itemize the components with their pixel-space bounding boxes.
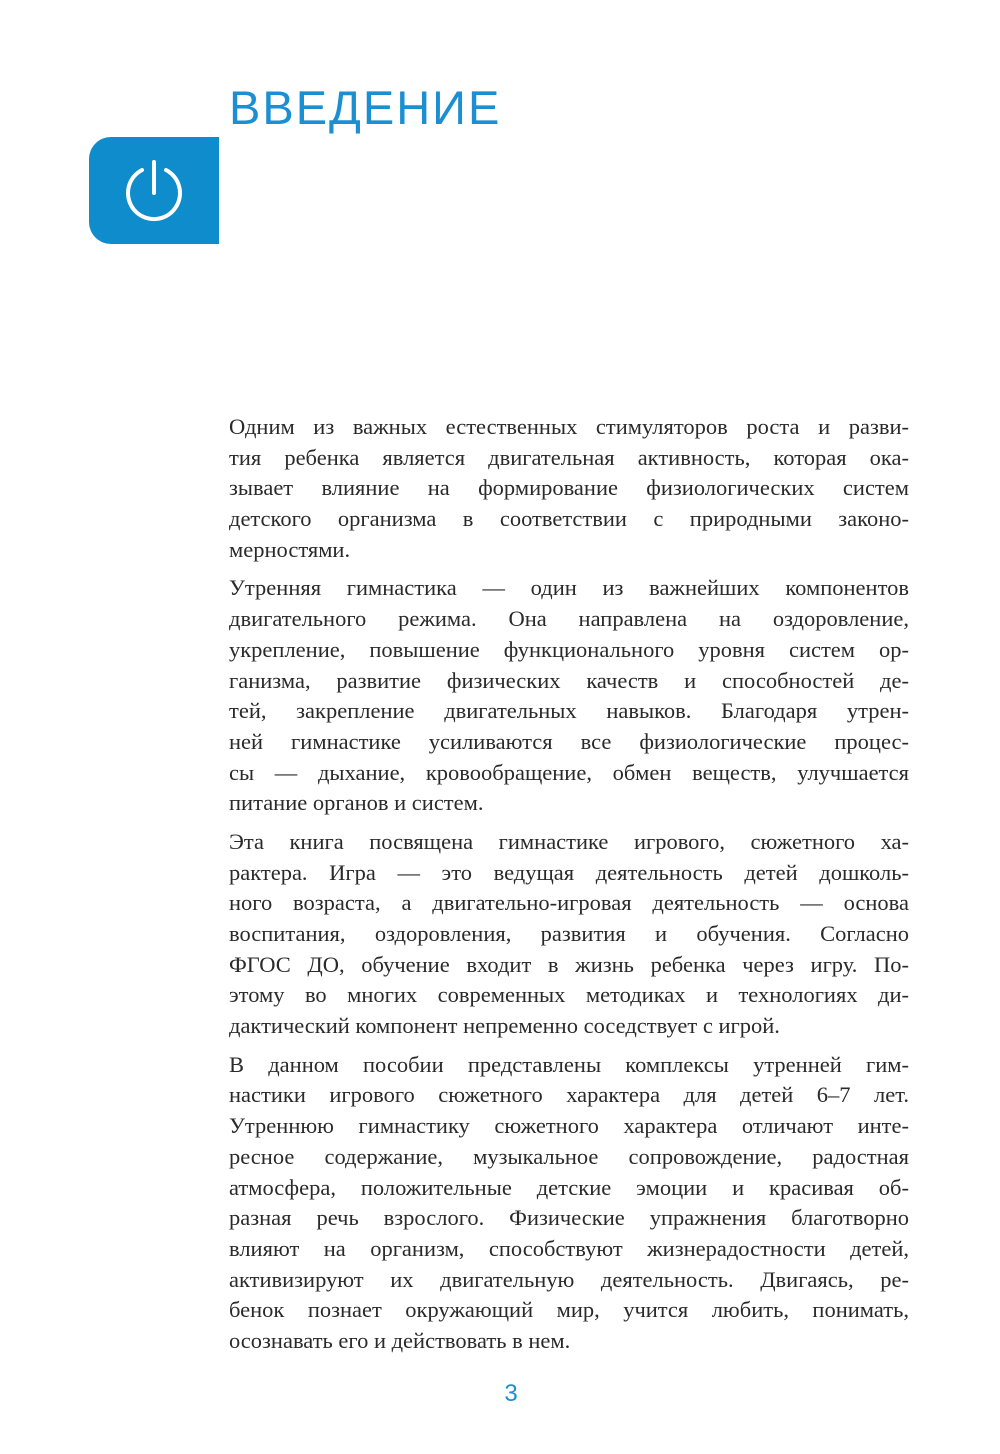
text-line: детского организма в соответствии с природными законо- bbox=[229, 506, 909, 532]
text-line: Утренняя гимнастика — один из важнейших компонентов bbox=[229, 575, 909, 601]
paragraph bbox=[229, 573, 909, 819]
text-line: питание органов и систем. bbox=[229, 790, 484, 816]
power-icon bbox=[122, 159, 186, 223]
paragraph bbox=[229, 1050, 909, 1357]
text-line: мерностями. bbox=[229, 536, 351, 562]
text-line: ресное содержание, музыкальное сопровождение, радостная bbox=[229, 1143, 909, 1169]
text-line: настики игрового сюжетного характера для детей 6–7 лет. bbox=[229, 1082, 909, 1108]
text-line: бенок познает окружающий мир, учится любить, понимать, bbox=[229, 1297, 909, 1323]
text-line: Эта книга посвящена гимнастике игрового, сюжетного ха- bbox=[229, 828, 909, 854]
text-line: атмосфера, положительные детские эмоции и красивая об- bbox=[229, 1174, 909, 1200]
text-line: этому во многих современных методиках и технологиях ди- bbox=[229, 982, 909, 1008]
text-line: сы — дыхание, кровообращение, обмен веществ, улучшается bbox=[229, 759, 909, 785]
text-line: дактический компонент непременно соседствует с игрой. bbox=[229, 1013, 780, 1039]
text-line: осознавать его и действовать в нем. bbox=[229, 1327, 571, 1353]
chapter-title: ВВЕДЕНИЕ bbox=[229, 81, 502, 134]
text-line: ного возраста, а двигательно-игровая деятельность — основа bbox=[229, 890, 909, 916]
text-line: ней гимнастике усиливаются все физиологические процес- bbox=[229, 728, 909, 754]
text-line: тия ребенка является двигательная активность, которая ока- bbox=[229, 444, 909, 470]
text-line: разная речь взрослого. Физические упражнения благотворно bbox=[229, 1205, 909, 1231]
text-line: ФГОС ДО, обучение входит в жизнь ребенка через игру. По- bbox=[229, 951, 909, 977]
text-line: Одним из важных естественных стимуляторов роста и разви- bbox=[229, 414, 909, 439]
text-line: Утреннюю гимнастику сюжетного характера отличают инте- bbox=[229, 1113, 909, 1139]
text-line: рактера. Игра — это ведущая деятельность детей дошколь- bbox=[229, 859, 909, 885]
text-line: двигательного режима. Она направлена на оздоровление, bbox=[229, 606, 909, 632]
body-text bbox=[229, 412, 909, 1365]
chapter-icon-box bbox=[89, 137, 219, 244]
paragraph bbox=[229, 827, 909, 1042]
text-line: влияют на организм, способствуют жизнерадостности детей, bbox=[229, 1235, 909, 1261]
paragraph bbox=[229, 412, 909, 565]
text-line: тей, закрепление двигательных навыков. Благодаря утрен- bbox=[229, 698, 909, 724]
text-line: зывает влияние на формирование физиологических систем bbox=[229, 475, 909, 501]
text-line: ганизма, развитие физических качеств и способностей де- bbox=[229, 667, 909, 693]
page-number: 3 bbox=[504, 1380, 518, 1407]
text-line: воспитания, оздоровления, развития и обучения. Согласно bbox=[229, 921, 909, 946]
text-line: укрепление, повышение функционального уровня систем ор- bbox=[229, 636, 909, 662]
text-line: активизируют их двигательную деятельность. Двигаясь, ре- bbox=[229, 1266, 909, 1292]
text-line: В данном пособии представлены комплексы утренней гим- bbox=[229, 1051, 909, 1077]
